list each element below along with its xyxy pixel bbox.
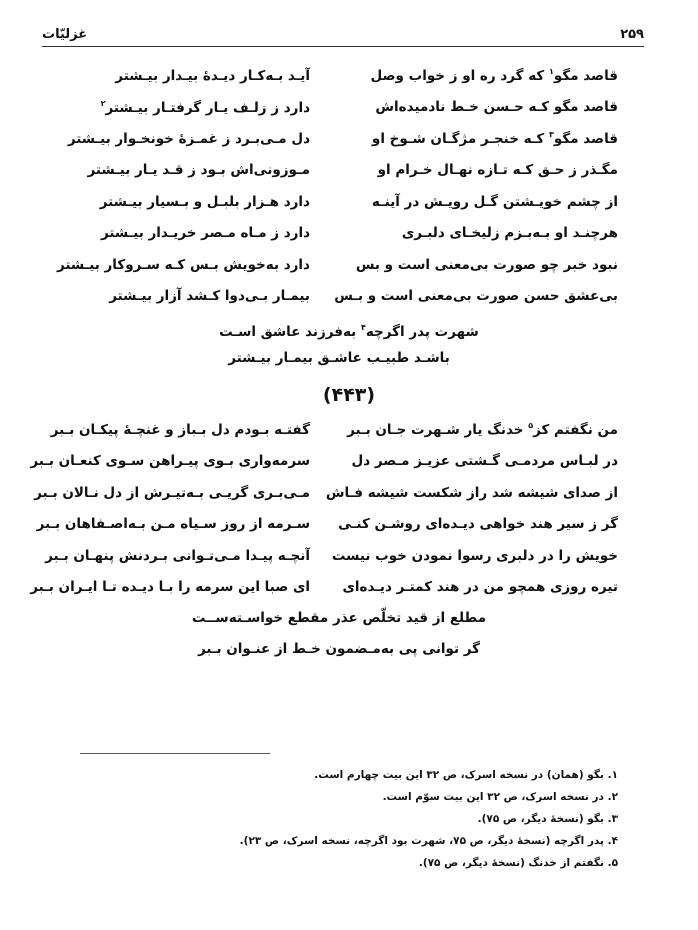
- closing-line: باشـد طبیـب عاشـق بیمـار بیـشتر: [228, 350, 450, 366]
- hemistich-second: گفتـه بـودم دل بـباز و غنچـهٔ پیکـان بـبر: [50, 421, 310, 438]
- hemistich-second: ای صبا این سرمه را بـا دیـده تـا ایـران بـبر: [30, 579, 310, 596]
- hemistich-second: دل مـی‌بـرد ز غمـزهٔ خونخـوار بیـشتر: [67, 130, 310, 147]
- footnote-marker: ۱: [548, 67, 554, 77]
- hemistich-first: قاصد مگو$^۳$ کـه خنجـر مژگـان شـوخ او: [371, 130, 618, 148]
- couplet: [50, 414, 618, 446]
- footnote-item: ۴. پدر اگرچه (نسخهٔ دیگر، ص ۷۵، شهرت بود اگرچه، نسخه اسرک، ص ۲۳).: [239, 835, 618, 847]
- couplet: [60, 60, 618, 92]
- couplet: [57, 249, 618, 281]
- footnote-marker: ۳: [548, 130, 554, 140]
- couplet: [36, 509, 618, 541]
- couplet: [60, 92, 618, 124]
- hemistich-second: مـی‌بـری گریـی بـه‌تیـرش از دل نـالان بـبر: [34, 484, 310, 501]
- hemistich-first: مگـذر ز حـق کـه تـازه نهـال خـرام او: [377, 162, 618, 179]
- ghazal-442-tail: [57, 60, 618, 374]
- hemistich-second: دارد هـزار بلبـل و بـسیار بیـشتر: [99, 193, 310, 210]
- hemistich-first: من نگفتم کز$^۵$ خدنگ یار شـهرت جـان بـبر: [347, 421, 618, 439]
- couplet: [60, 186, 618, 218]
- couplet: [34, 477, 618, 509]
- hemistich-first: از چشم خویـشتن گـل رویـش در آینـه: [371, 193, 618, 210]
- hemistich-second: دارد ز مـاه مـصر خریـدار بیـشتر: [100, 225, 310, 242]
- hemistich-first: بی‌عشق حسن صورت بی‌معنی است و بـس: [334, 288, 618, 305]
- couplet: [60, 218, 618, 250]
- section-title: غزلیّات: [42, 27, 88, 42]
- couplet: [60, 123, 618, 155]
- hemistich-first: در لبـاس مردمـی گـشتی عزیـز مـصر دل: [351, 453, 618, 470]
- page-number: ۲۵۹: [620, 27, 644, 42]
- couplet: [30, 446, 618, 478]
- hemistich-second: سـرمه از روز سـیاه مـن بـه‌اصـفاهان بـبر: [36, 516, 310, 533]
- footnote-item: ۲. در نسخه اسرک، ص ۳۲ این بیت سوّم است.: [382, 791, 618, 803]
- hemistich-first: گر ز سیر هند خواهی دیـده‌ای روشـن کنـی: [338, 516, 618, 533]
- footnotes: [60, 764, 618, 874]
- hemistich-first: از صدای شیشه شد راز شکست شیشه فـاش: [325, 484, 618, 501]
- footnote-divider: [80, 753, 270, 754]
- couplet: [60, 155, 618, 187]
- ghazal-number: (۴۴۳): [322, 384, 376, 406]
- footnote-marker: ۴: [360, 323, 366, 332]
- hemistich-second: سرمه‌واری بـوی پیـراهن سـوی کنعـان بـبر: [30, 453, 310, 470]
- couplet: [30, 572, 618, 604]
- footnote-marker: ۲: [100, 98, 106, 108]
- couplet: [45, 540, 618, 572]
- hemistich-second: آیـد بـه‌کـار دیـدهٔ بیـدار بیـشتر: [115, 67, 310, 84]
- footnote-item: ۳. بگو (نسخهٔ دیگر، ص ۷۵).: [477, 813, 618, 825]
- hemistich-first: قاصد مگو کـه حـسن خـط نادمیده‌اش: [375, 99, 618, 116]
- hemistich-second: بیمـار بـی‌دوا کـشد آزار بیـشتر: [109, 288, 310, 305]
- hemistich-second: آنچـه پیـدا مـی‌تـوانی بـردنش پنهـان بـبر: [45, 547, 310, 564]
- hemistich-second: دارد به‌خویش بـس کـه سـروکار بیـشتر: [57, 256, 310, 273]
- hemistich-first: تیره روزی همچو من در هند کمتـر دیـده‌ای: [342, 579, 618, 596]
- footnote-item: ۵. نگفتم از خدنگ (نسخهٔ دیگر، ص ۷۵).: [418, 857, 618, 869]
- couplet: [60, 281, 618, 313]
- ghazal-443: [30, 414, 618, 665]
- page-header: [42, 22, 644, 47]
- hemistich-first: خویش را در دلبری رسوا نمودن خوب نیست: [331, 547, 618, 564]
- footnote-marker: ۵: [528, 421, 534, 431]
- hemistich-second: دارد ز زلـف یـار گرفتـار بیـشتر$^۲$: [100, 98, 310, 116]
- closing-line: گر توانی پی به‌مـضمون خـط از عنـوان بـبر: [197, 641, 481, 657]
- closing-line: مطلع از قید تخلّص عذر مقطع خواسـته‌ســت: [191, 610, 487, 626]
- closing-line: شهرت پدر اگرچه$^۴$ به‌فرزند عاشق اسـت: [219, 323, 479, 340]
- hemistich-first: نبود خبر چو صورت بی‌معنی است و بس: [355, 256, 618, 273]
- hemistich-first: هرچنـد او بـه‌بـزم زلیخـای دلبـری: [401, 225, 618, 242]
- hemistich-first: قاصد مگو$^۱$ که گرد ره او ز خواب وصل: [370, 67, 618, 85]
- hemistich-second: مـوزونی‌اش بـود ز قـد یـار بیـشتر: [87, 162, 310, 179]
- footnote-item: ۱. بگو (همان) در نسخه اسرک، ص ۳۲ این بیت چهارم است.: [314, 769, 618, 781]
